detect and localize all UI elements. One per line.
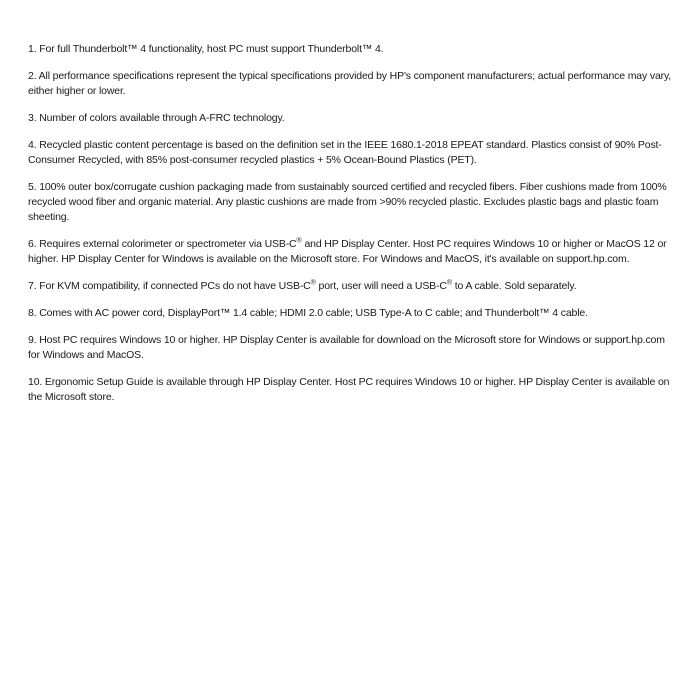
footnote-item [28,69,672,99]
footnote-number: 2. [28,70,39,82]
footnote-item [28,375,672,405]
footnote-text: For full Thunderbolt™ 4 functionality, host PC must support Thunderbolt™ 4. [39,43,384,55]
footnote-item [28,306,672,321]
footnote-text: All performance specifications represent the typical specifications provided by HP's component manufacturers; actual performance may vary, either higher or lower. [28,70,672,97]
footnote-item [28,237,672,267]
footnote-number: 10. [28,376,45,388]
footnote-item [28,42,672,57]
footnote-number: 7. [28,280,40,292]
footnote-number: 4. [28,139,40,151]
footnote-item [28,279,672,294]
footnote-number: 5. [28,181,40,193]
footnotes-section [28,42,672,405]
footnote-item [28,138,672,168]
footnote-text: Number of colors available through A-FRC technology. [39,112,285,124]
footnote-text: Host PC requires Windows 10 or higher. HP Display Center is available for download on the Microsoft store for Windows or support.hp.com for Windows and MacOS. [28,334,665,361]
footnote-item [28,180,672,225]
footnote-text: Recycled plastic content percentage is based on the definition set in the IEEE 1680.1-2018 EPEAT standard. Plastics consist of 90% Post-Consumer Recycled, with 85% post-consumer recycled plastics + 5% Ocean-Bound Plastics (PET). [28,139,662,166]
footnote-text: Comes with AC power cord, DisplayPort™ 1.4 cable; HDMI 2.0 cable; USB Type-A to C cable; and Thunderbolt™ 4 cable. [39,307,588,319]
footnote-number: 3. [28,112,40,124]
footnote-item [28,111,672,126]
footnote-number: 8. [28,307,40,319]
footnote-text: Ergonomic Setup Guide is available through HP Display Center. Host PC requires Windows 10 or higher. HP Display Center is available on the Microsoft store. [28,376,670,403]
footnote-text: 100% outer box/corrugate cushion packaging made from sustainably sourced certified and recycled fibers. Fiber cushions made from 100% recycled wood fiber and organic material. Any plastic cushions are made from >90% recycled plastic. Excludes plastic bags and plastic foam sheeting. [28,181,667,223]
footnote-text: For KVM compatibility, if connected PCs do not have USB-C® port, user will need a USB-C® to A cable. Sold separately. [39,279,577,292]
footnote-number: 6. [28,238,40,250]
footnote-number: 1. [28,43,40,55]
footnote-item [28,333,672,363]
footnote-number: 9. [28,334,40,346]
footnote-text: Requires external colorimeter or spectrometer via USB-C® and HP Display Center. Host PC requires Windows 10 or higher or MacOS 12 or higher. HP Display Center for Windows is available on the Microsoft store. For Windows and MacOS, it's available on support.hp.com. [28,237,667,265]
